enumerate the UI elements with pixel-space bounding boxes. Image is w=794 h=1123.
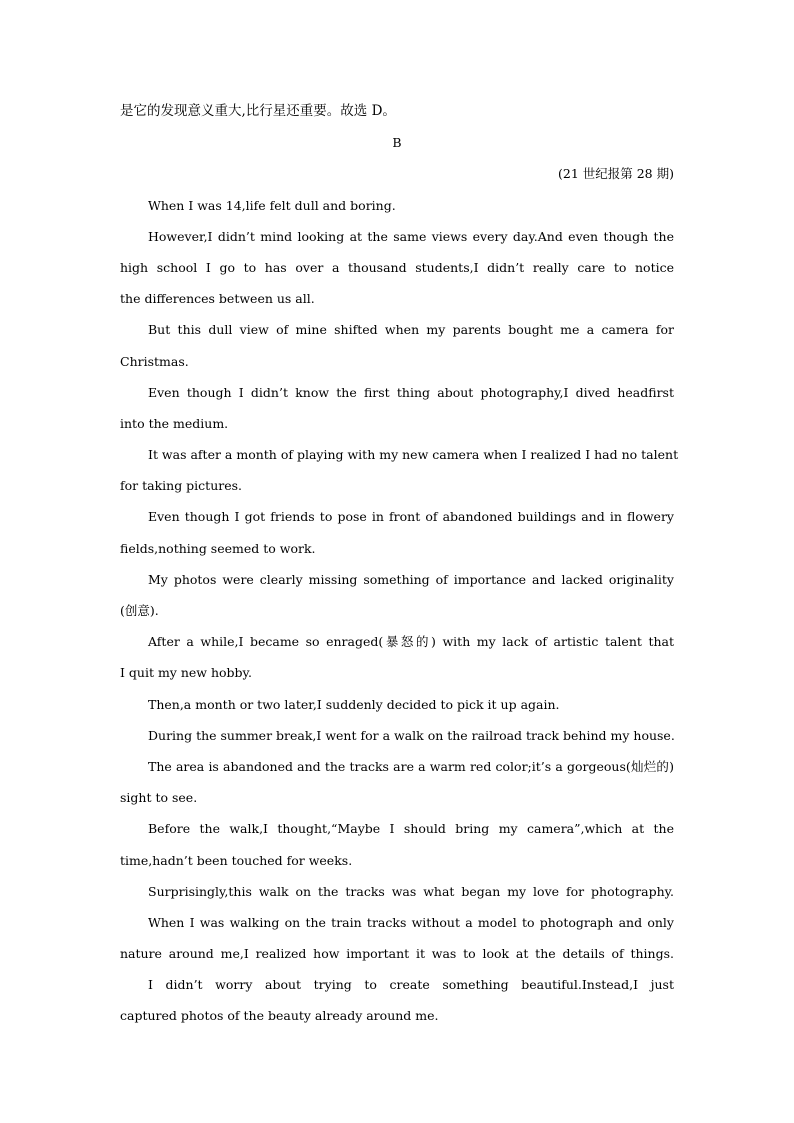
passage-line: captured photos of the beauty already around me. bbox=[120, 1008, 439, 1024]
passage-line: Then,a month or two later,I suddenly decided to pick it up again. bbox=[148, 696, 560, 712]
section-label: B bbox=[392, 135, 402, 151]
passage-line: time,hadn’t been touched for weeks. bbox=[120, 852, 353, 868]
passage-line: When I was 14,life felt dull and boring. bbox=[148, 197, 396, 213]
passage-line: Even though I didn’t know the first thing about photography,I dived headfirst bbox=[148, 384, 674, 400]
passage-body bbox=[120, 190, 679, 1032]
passage-line: nature around me,I realized how important it was to look at the details of things. bbox=[120, 946, 674, 962]
passage-line: Surprisingly,this walk on the tracks was what began my love for photography. bbox=[148, 883, 674, 899]
passage-line: Even though I got friends to pose in front of abandoned buildings and in flowery bbox=[148, 509, 674, 525]
passage-line: high school I go to has over a thousand students,I didn’t really care to notice bbox=[120, 259, 674, 275]
passage-line: sight to see. bbox=[120, 790, 198, 806]
passage-line: After a while,I became so enraged(暴怒的) with my lack of artistic talent that bbox=[148, 634, 674, 650]
source-citation: (21 世纪报第 28 期) bbox=[558, 166, 674, 182]
passage-line: It was after a month of playing with my new camera when I realized I had no talent bbox=[148, 447, 679, 463]
passage-line: When I was walking on the train tracks without a model to photograph and only bbox=[148, 914, 674, 930]
passage-line: During the summer break,I went for a walk on the railroad track behind my house. bbox=[148, 727, 675, 743]
passage-line: Before the walk,I thought,“Maybe I should bring my camera”,which at the bbox=[148, 821, 674, 837]
passage-line: (创意). bbox=[120, 603, 159, 618]
passage-line: the differences between us all. bbox=[120, 291, 315, 307]
passage-line: My photos were clearly missing something of importance and lacked originality bbox=[148, 571, 674, 587]
passage-line: Christmas. bbox=[120, 353, 189, 369]
passage-line: The area is abandoned and the tracks are a warm red color;it’s a gorgeous(灿烂的) bbox=[148, 758, 674, 774]
document-page bbox=[120, 96, 679, 1032]
intro-line: 是它的发现意义重大,比行星还重要。故选 D。 bbox=[120, 103, 396, 119]
passage-line: for taking pictures. bbox=[120, 478, 243, 494]
passage-line: I quit my new hobby. bbox=[120, 665, 252, 681]
passage-line: However,I didn’t mind looking at the same views every day.And even though the bbox=[148, 228, 674, 244]
passage-line: I didn’t worry about trying to create something beautiful.Instead,I just bbox=[148, 977, 674, 993]
passage-line: into the medium. bbox=[120, 415, 229, 431]
passage-line: fields,nothing seemed to work. bbox=[120, 540, 316, 556]
passage-line: But this dull view of mine shifted when my parents bought me a camera for bbox=[148, 322, 674, 338]
